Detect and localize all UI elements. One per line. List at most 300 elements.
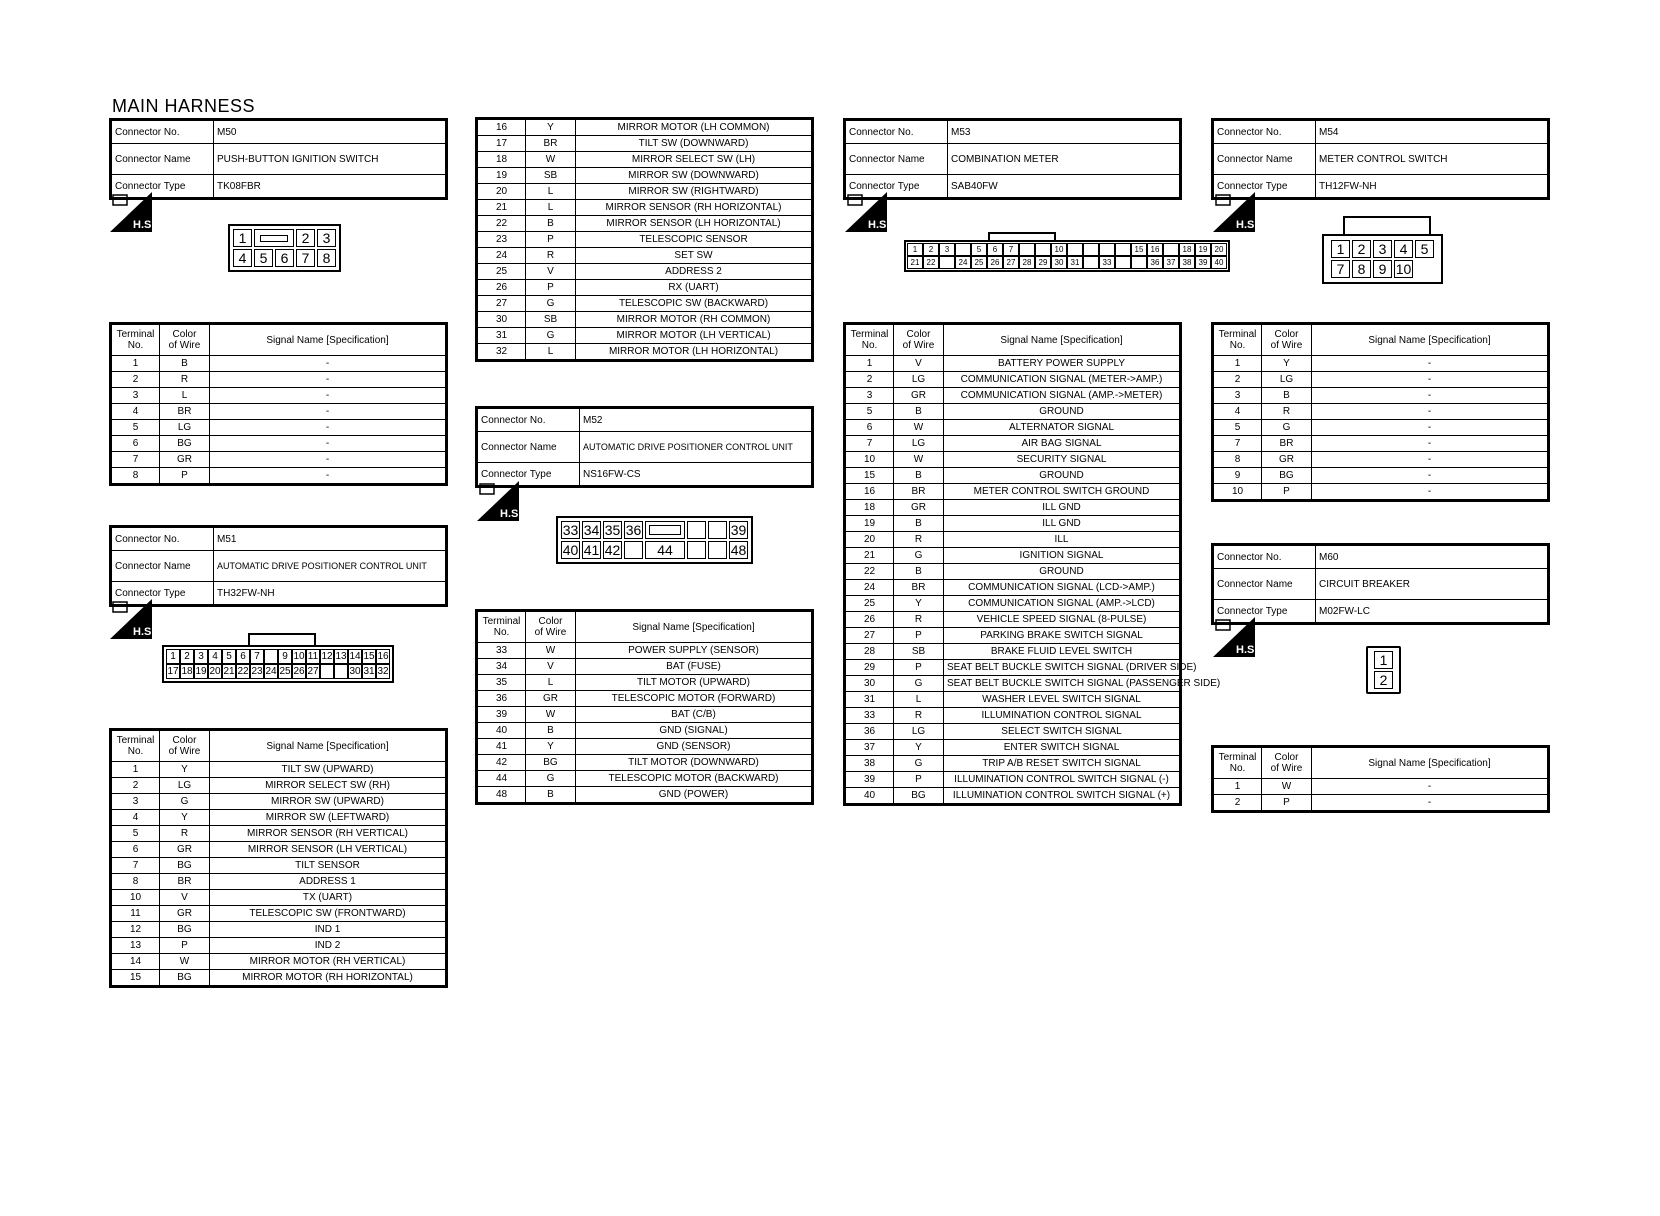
terminal-cell: 17 — [477, 136, 526, 152]
terminal-cell: 22 — [845, 564, 894, 580]
pin-row-bottom — [560, 540, 749, 560]
table-row — [1213, 484, 1549, 501]
terminal-header: Terminal No. — [845, 324, 894, 356]
signal-name-cell: TILT SW (UPWARD) — [210, 762, 447, 778]
connector-type: TH12FW-NH — [1316, 175, 1549, 199]
table-row — [477, 280, 813, 296]
wire-color-cell: Y — [526, 739, 576, 755]
terminal-cell: 1 — [1213, 779, 1262, 795]
signal-header: Signal Name [Specification] — [1312, 324, 1549, 356]
pin: 1 — [907, 243, 923, 256]
terminal-cell: 23 — [477, 232, 526, 248]
signal-name-cell: ENTER SWITCH SIGNAL — [944, 740, 1181, 756]
terminal-cell: 24 — [477, 248, 526, 264]
terminal-cell: 30 — [845, 676, 894, 692]
table-row — [845, 788, 1181, 805]
terminal-cell: 10 — [1213, 484, 1262, 501]
color-header: Color of Wire — [1262, 747, 1312, 779]
wire-color-cell: BG — [160, 970, 210, 987]
pin-row-bottom — [1330, 259, 1435, 279]
wire-color-cell: W — [526, 643, 576, 659]
wire-color-cell: W — [526, 152, 576, 168]
table-row — [477, 723, 813, 739]
terminal-cell: 11 — [111, 906, 160, 922]
pin — [1115, 256, 1131, 269]
connector-no: M51 — [214, 527, 447, 551]
m50-connector-face — [228, 224, 341, 272]
wire-color-cell: L — [160, 388, 210, 404]
table-row — [111, 420, 447, 436]
table-row — [845, 356, 1181, 372]
signal-name-cell: - — [210, 356, 447, 372]
signal-header: Signal Name [Specification] — [1312, 747, 1549, 779]
terminal-cell: 39 — [477, 707, 526, 723]
hs-icon — [845, 192, 890, 232]
terminal-cell: 18 — [477, 152, 526, 168]
terminal-cell: 10 — [845, 452, 894, 468]
signal-name-cell: TILT SENSOR — [210, 858, 447, 874]
pin: 33 — [1099, 256, 1115, 269]
pin: 36 — [1147, 256, 1163, 269]
table-row — [477, 787, 813, 804]
pin: 6 — [236, 649, 250, 664]
pin: 44 — [645, 541, 685, 559]
table-row — [477, 643, 813, 659]
terminal-cell: 25 — [477, 264, 526, 280]
wire-color-cell: G — [1262, 420, 1312, 436]
connector-no: M54 — [1316, 120, 1549, 144]
connector-name: COMBINATION METER — [948, 144, 1181, 175]
signal-name-cell: ADDRESS 2 — [576, 264, 813, 280]
table-row — [111, 372, 447, 388]
table-row — [111, 436, 447, 452]
wire-color-cell: B — [894, 564, 944, 580]
table-row — [477, 707, 813, 723]
table-row — [845, 548, 1181, 564]
signal-name-cell: TILT MOTOR (UPWARD) — [576, 675, 813, 691]
terminal-cell: 26 — [477, 280, 526, 296]
hs-icon — [477, 481, 522, 521]
pin — [1131, 256, 1147, 269]
wire-color-cell: P — [894, 628, 944, 644]
connector-type: TH32FW-NH — [214, 582, 447, 606]
wire-color-cell: L — [526, 675, 576, 691]
terminal-header: Terminal No. — [111, 730, 160, 762]
signal-header: Signal Name [Specification] — [210, 730, 447, 762]
signal-name-cell: - — [1312, 468, 1549, 484]
table-row — [477, 248, 813, 264]
pin: 19 — [195, 666, 207, 677]
table-row — [477, 168, 813, 184]
terminal-header: Terminal No. — [477, 611, 526, 643]
signal-name-cell: VEHICLE SPEED SIGNAL (8-PULSE) — [944, 612, 1181, 628]
wire-color-cell: B — [526, 216, 576, 232]
pin: 5 — [222, 649, 236, 664]
signal-name-cell: SEAT BELT BUCKLE SWITCH SIGNAL (DRIVER SIDE) — [944, 660, 1181, 676]
table-row — [477, 152, 813, 168]
label: Connector Name — [845, 144, 948, 175]
signal-name-cell: ILLUMINATION CONTROL SWITCH SIGNAL (+) — [944, 788, 1181, 805]
terminal-cell: 42 — [477, 755, 526, 771]
signal-name-cell: - — [1312, 484, 1549, 501]
signal-name-cell: TX (UART) — [210, 890, 447, 906]
signal-name-cell: - — [210, 452, 447, 468]
wire-color-cell: R — [1262, 404, 1312, 420]
wire-color-cell: W — [160, 954, 210, 970]
pin: 27 — [307, 666, 319, 677]
pin-row-top — [232, 228, 337, 248]
wire-color-cell: L — [526, 184, 576, 200]
wire-color-cell: B — [1262, 388, 1312, 404]
table-row — [1213, 795, 1549, 812]
terminal-cell: 18 — [845, 500, 894, 516]
signal-name-cell: IND 1 — [210, 922, 447, 938]
wire-color-cell: GR — [160, 842, 210, 858]
wire-color-cell: P — [526, 232, 576, 248]
signal-name-cell: MIRROR SENSOR (LH VERTICAL) — [210, 842, 447, 858]
pin: 20 — [1211, 243, 1227, 256]
terminal-cell: 27 — [845, 628, 894, 644]
wire-color-cell: Y — [894, 596, 944, 612]
m51-connector-face — [162, 645, 394, 683]
terminal-cell: 7 — [111, 858, 160, 874]
hs-icon — [110, 599, 155, 639]
connector-name: CIRCUIT BREAKER — [1316, 569, 1549, 600]
terminal-cell: 16 — [477, 119, 526, 136]
signal-name-cell: WASHER LEVEL SWITCH SIGNAL — [944, 692, 1181, 708]
wire-color-cell: BR — [160, 404, 210, 420]
table-row — [1213, 356, 1549, 372]
signal-name-cell: MIRROR SELECT SW (RH) — [210, 778, 447, 794]
pin: 16 — [377, 651, 389, 662]
m54-connector-face — [1322, 234, 1443, 284]
pin: 29 — [1035, 256, 1051, 269]
terminal-cell: 1 — [845, 356, 894, 372]
signal-name-cell: IGNITION SIGNAL — [944, 548, 1181, 564]
pin: 1 — [1331, 240, 1350, 258]
signal-name-cell: TILT SW (DOWNWARD) — [576, 136, 813, 152]
pin-latch — [645, 521, 685, 539]
pin-row-bottom — [166, 664, 390, 679]
terminal-cell: 2 — [845, 372, 894, 388]
table-row — [477, 344, 813, 361]
pin: 9 — [278, 649, 292, 664]
pin: 1 — [166, 649, 180, 664]
table-row — [111, 970, 447, 987]
wire-color-cell: P — [1262, 484, 1312, 501]
pin — [264, 649, 278, 664]
signal-name-cell: MIRROR MOTOR (RH HORIZONTAL) — [210, 970, 447, 987]
pin: 1 — [1374, 651, 1393, 669]
wire-color-cell: BR — [160, 874, 210, 890]
pin-latch — [254, 229, 294, 247]
signal-name-cell: GND (POWER) — [576, 787, 813, 804]
signal-name-cell: MIRROR MOTOR (LH COMMON) — [576, 119, 813, 136]
terminal-cell: 20 — [845, 532, 894, 548]
signal-name-cell: - — [1312, 372, 1549, 388]
terminal-cell: 29 — [845, 660, 894, 676]
table-row — [845, 404, 1181, 420]
wire-color-cell: B — [526, 787, 576, 804]
table-row — [477, 184, 813, 200]
table-row — [477, 232, 813, 248]
signal-name-cell: - — [1312, 420, 1549, 436]
pin: 16 — [1147, 243, 1163, 256]
m52-info-table — [475, 406, 814, 488]
wire-color-cell: SB — [526, 168, 576, 184]
table-row — [1213, 420, 1549, 436]
table-row — [845, 500, 1181, 516]
wire-color-cell: BG — [160, 436, 210, 452]
terminal-cell: 1 — [1213, 356, 1262, 372]
terminal-cell: 15 — [111, 970, 160, 987]
signal-name-cell: GROUND — [944, 564, 1181, 580]
terminal-cell: 13 — [111, 938, 160, 954]
pin: 6 — [987, 243, 1003, 256]
table-row — [1213, 388, 1549, 404]
terminal-cell: 26 — [845, 612, 894, 628]
pin — [1115, 243, 1131, 256]
wire-color-cell: Y — [160, 762, 210, 778]
m52-signal-table — [475, 609, 814, 805]
signal-name-cell: ILLUMINATION CONTROL SWITCH SIGNAL (-) — [944, 772, 1181, 788]
svg-text:H.S.: H.S. — [1236, 219, 1258, 231]
terminal-header: Terminal No. — [1213, 747, 1262, 779]
signal-name-cell: TELESCOPIC MOTOR (BACKWARD) — [576, 771, 813, 787]
terminal-cell: 32 — [477, 344, 526, 361]
signal-name-cell: COMMUNICATION SIGNAL (LCD->AMP.) — [944, 580, 1181, 596]
signal-name-cell: MIRROR MOTOR (LH VERTICAL) — [576, 328, 813, 344]
terminal-cell: 1 — [111, 762, 160, 778]
table-row — [1213, 404, 1549, 420]
table-row — [845, 676, 1181, 692]
signal-header: Signal Name [Specification] — [944, 324, 1181, 356]
signal-name-cell: - — [1312, 404, 1549, 420]
table-row — [111, 404, 447, 420]
wire-color-cell: BG — [1262, 468, 1312, 484]
pin: 30 — [349, 666, 361, 677]
table-row — [111, 826, 447, 842]
table-row — [845, 740, 1181, 756]
terminal-cell: 9 — [1213, 468, 1262, 484]
pin: 25 — [971, 256, 987, 269]
signal-name-cell: POWER SUPPLY (SENSOR) — [576, 643, 813, 659]
wire-color-cell: B — [894, 404, 944, 420]
m60-connector-face — [1366, 646, 1401, 694]
pin: 34 — [583, 522, 600, 538]
pin: 6 — [275, 249, 294, 267]
signal-name-cell: COMMUNICATION SIGNAL (AMP.->LCD) — [944, 596, 1181, 612]
wire-color-cell: G — [894, 756, 944, 772]
signal-name-cell: TILT MOTOR (DOWNWARD) — [576, 755, 813, 771]
signal-name-cell: TELESCOPIC MOTOR (FORWARD) — [576, 691, 813, 707]
terminal-cell: 5 — [111, 826, 160, 842]
terminal-cell: 2 — [1213, 372, 1262, 388]
terminal-cell: 19 — [477, 168, 526, 184]
signal-name-cell: MIRROR SW (RIGHTWARD) — [576, 184, 813, 200]
label: Connector No. — [477, 408, 580, 432]
terminal-cell: 5 — [1213, 420, 1262, 436]
table-row — [845, 660, 1181, 676]
pin: 4 — [1394, 240, 1413, 258]
table-row — [111, 762, 447, 778]
wire-color-cell: GR — [1262, 452, 1312, 468]
pin — [1035, 243, 1051, 256]
pin — [320, 664, 334, 679]
signal-name-cell: MIRROR SELECT SW (LH) — [576, 152, 813, 168]
table-row — [111, 874, 447, 890]
label: Connector Type — [1213, 600, 1316, 624]
wire-color-cell: V — [526, 659, 576, 675]
terminal-cell: 33 — [845, 708, 894, 724]
connector-no: M53 — [948, 120, 1181, 144]
wire-color-cell: LG — [894, 372, 944, 388]
connector-name: AUTOMATIC DRIVE POSITIONER CONTROL UNIT — [580, 432, 813, 463]
terminal-cell: 6 — [111, 436, 160, 452]
color-header: Color of Wire — [894, 324, 944, 356]
signal-name-cell: AIR BAG SIGNAL — [944, 436, 1181, 452]
svg-text:H.S.: H.S. — [500, 508, 522, 520]
table-row — [111, 794, 447, 810]
terminal-cell: 1 — [111, 356, 160, 372]
pin: 21 — [223, 666, 235, 677]
wire-color-cell: B — [894, 516, 944, 532]
label: Connector No. — [111, 120, 214, 144]
table-row — [477, 755, 813, 771]
terminal-cell: 12 — [111, 922, 160, 938]
signal-name-cell: ILL GND — [944, 516, 1181, 532]
signal-header: Signal Name [Specification] — [576, 611, 813, 643]
label: Connector Name — [1213, 569, 1316, 600]
wire-color-cell: Y — [1262, 356, 1312, 372]
pin — [687, 541, 706, 559]
signal-name-cell: BRAKE FLUID LEVEL SWITCH — [944, 644, 1181, 660]
table-row — [845, 596, 1181, 612]
table-row — [477, 691, 813, 707]
wire-color-cell: GR — [526, 691, 576, 707]
terminal-cell: 40 — [477, 723, 526, 739]
signal-name-cell: - — [210, 372, 447, 388]
table-row — [477, 216, 813, 232]
wire-color-cell: P — [526, 280, 576, 296]
terminal-cell: 6 — [111, 842, 160, 858]
terminal-cell: 20 — [477, 184, 526, 200]
terminal-cell: 2 — [111, 372, 160, 388]
m52-connector-face — [556, 516, 753, 564]
wire-color-cell: Y — [894, 740, 944, 756]
wire-color-cell: G — [160, 794, 210, 810]
connector-no: M50 — [214, 120, 447, 144]
pin: 32 — [377, 666, 389, 677]
signal-name-cell: COMMUNICATION SIGNAL (METER->AMP.) — [944, 372, 1181, 388]
pin: 3 — [317, 229, 336, 247]
wire-color-cell: B — [894, 468, 944, 484]
pin: 33 — [562, 522, 579, 538]
pin: 31 — [363, 666, 375, 677]
terminal-cell: 4 — [111, 404, 160, 420]
signal-name-cell: TELESCOPIC SW (FRONTWARD) — [210, 906, 447, 922]
label: Connector Name — [1213, 144, 1316, 175]
wire-color-cell: L — [526, 200, 576, 216]
terminal-cell: 30 — [477, 312, 526, 328]
color-header: Color of Wire — [160, 730, 210, 762]
m53-info-table — [843, 118, 1182, 200]
connector-no: M60 — [1316, 545, 1549, 569]
signal-name-cell: - — [1312, 452, 1549, 468]
terminal-cell: 36 — [845, 724, 894, 740]
wire-color-cell: W — [894, 420, 944, 436]
table-row — [845, 388, 1181, 404]
pin: 9 — [1373, 260, 1392, 278]
pin: 48 — [730, 542, 747, 558]
pin — [1019, 243, 1035, 256]
pin: 7 — [1003, 243, 1019, 256]
pin — [939, 256, 955, 269]
pin: 40 — [562, 542, 579, 558]
pin: 2 — [180, 649, 194, 664]
pin — [687, 521, 706, 539]
m53-signal-table — [843, 322, 1221, 806]
hs-icon — [1213, 192, 1258, 232]
terminal-cell: 35 — [477, 675, 526, 691]
pin: 3 — [194, 649, 208, 664]
pin: 10 — [1051, 243, 1067, 256]
terminal-cell: 25 — [845, 596, 894, 612]
signal-name-cell: RX (UART) — [576, 280, 813, 296]
terminal-cell: 8 — [111, 468, 160, 485]
pin — [1163, 243, 1179, 256]
wire-color-cell: BG — [526, 755, 576, 771]
table-row — [111, 906, 447, 922]
terminal-cell: 5 — [111, 420, 160, 436]
signal-name-cell: MIRROR MOTOR (LH HORIZONTAL) — [576, 344, 813, 361]
signal-name-cell: MIRROR MOTOR (RH VERTICAL) — [210, 954, 447, 970]
connector-name: PUSH-BUTTON IGNITION SWITCH — [214, 144, 447, 175]
pin: 24 — [265, 666, 277, 677]
table-row — [845, 612, 1181, 628]
signal-name-cell: - — [210, 388, 447, 404]
table-row — [111, 954, 447, 970]
table-row — [845, 756, 1181, 772]
table-row — [845, 420, 1181, 436]
pin: 10 — [1395, 261, 1412, 277]
table-row — [477, 328, 813, 344]
table-row — [1213, 436, 1549, 452]
pin: 30 — [1051, 256, 1067, 269]
signal-name-cell: MIRROR MOTOR (RH COMMON) — [576, 312, 813, 328]
terminal-cell: 14 — [111, 954, 160, 970]
label: Connector Type — [1213, 175, 1316, 199]
wire-color-cell: LG — [160, 420, 210, 436]
terminal-cell: 3 — [111, 388, 160, 404]
pin — [1083, 243, 1099, 256]
pin: 5 — [971, 243, 987, 256]
label: Connector No. — [1213, 545, 1316, 569]
wire-color-cell: P — [160, 938, 210, 954]
pin: 3 — [939, 243, 955, 256]
terminal-cell: 2 — [111, 778, 160, 794]
terminal-cell: 8 — [1213, 452, 1262, 468]
label: Connector Name — [111, 144, 214, 175]
connector-name: AUTOMATIC DRIVE POSITIONER CONTROL UNIT — [214, 551, 447, 582]
terminal-cell: 48 — [477, 787, 526, 804]
connector-type: NS16FW-CS — [580, 463, 813, 487]
table-row — [1213, 468, 1549, 484]
pin: 36 — [625, 522, 642, 538]
wire-color-cell: GR — [160, 906, 210, 922]
pin: 14 — [349, 651, 361, 662]
wire-color-cell: Y — [160, 810, 210, 826]
